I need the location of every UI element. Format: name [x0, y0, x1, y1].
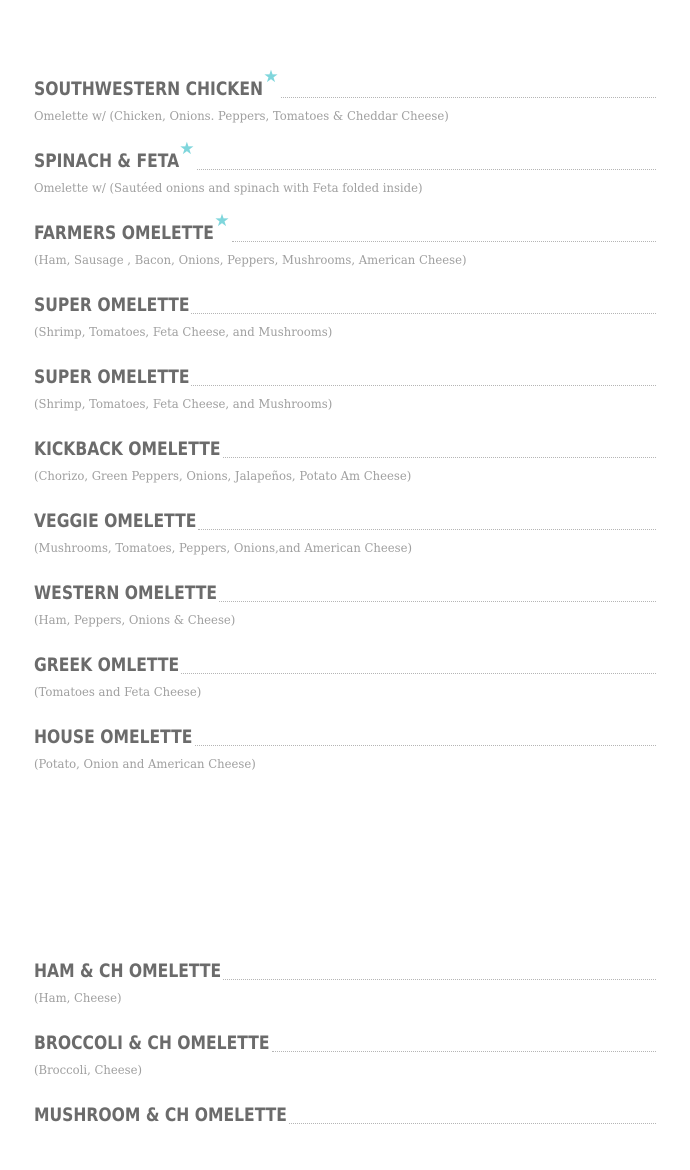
menu-item-name: HAM & CH OMELETTE: [34, 960, 222, 982]
menu-item-row: [34, 720, 656, 748]
menu-item: [34, 139, 656, 216]
dotted-leader: [289, 1123, 656, 1124]
menu-item-row: [34, 67, 656, 100]
menu-item-name: GREEK OMLETTE: [34, 654, 180, 676]
menu-item: [34, 360, 656, 432]
menu-item-row: [34, 432, 656, 460]
dotted-leader: [181, 673, 656, 674]
menu-item-name: VEGGIE OMELETTE: [34, 510, 197, 532]
menu-item: [34, 288, 656, 360]
menu-item-row: [34, 648, 656, 676]
menu-item-row: [34, 504, 656, 532]
menu-item-name-wrap: [34, 139, 195, 172]
menu-item-name: FARMERS OMELETTE: [34, 222, 214, 244]
menu-item-row: [34, 360, 656, 388]
menu-item-description: (Shrimp, Tomatoes, Feta Cheese, and Mushrooms): [34, 396, 333, 411]
menu-item-name-wrap: [34, 582, 217, 604]
star-icon: ★: [263, 67, 279, 87]
menu-item-description: (Mushrooms, Tomatoes, Peppers, Onions,and American Cheese): [34, 540, 413, 555]
menu-item-name: SOUTHWESTERN CHICKEN: [34, 78, 264, 100]
menu-item-name-wrap: [34, 510, 196, 532]
menu-item: [34, 1098, 656, 1170]
menu-item-row: [34, 954, 656, 982]
menu-item-name-wrap: [34, 654, 179, 676]
menu-item-name: SUPER OMELETTE: [34, 294, 190, 316]
menu-item-description: (Chorizo, Green Peppers, Onions, Jalapeños, Potato Am Cheese): [34, 468, 412, 483]
menu-item: [34, 432, 656, 504]
menu-item-name: WESTERN OMELETTE: [34, 582, 218, 604]
menu-item-name-wrap: [34, 960, 221, 982]
menu-item-name-wrap: [34, 67, 279, 100]
dotted-leader: [197, 169, 656, 170]
menu-item: [34, 67, 656, 144]
dotted-leader: [191, 313, 656, 314]
menu-item: [34, 576, 656, 648]
star-icon: ★: [214, 211, 230, 231]
menu-section-cheese-omelettes: [34, 954, 656, 1170]
dotted-leader: [272, 1051, 656, 1052]
menu-item-row: [34, 139, 656, 172]
dotted-leader: [223, 979, 656, 980]
menu-item-row: [34, 576, 656, 604]
menu-item-name-wrap: [34, 366, 189, 388]
menu-item: [34, 954, 656, 1026]
menu-item-description: (Ham, Peppers, Onions & Cheese): [34, 612, 236, 627]
menu-item-row: [34, 211, 656, 244]
menu-item-name: SPINACH & FETA: [34, 150, 180, 172]
menu-item-name: HOUSE OMELETTE: [34, 726, 193, 748]
menu-item-row: [34, 288, 656, 316]
menu-item-name-wrap: [34, 294, 189, 316]
menu-item-row: [34, 1026, 656, 1054]
menu-item: [34, 211, 656, 288]
star-icon: ★: [179, 139, 195, 159]
menu-item: [34, 720, 656, 792]
menu-section-omelettes: [34, 67, 656, 792]
menu-item-name-wrap: [34, 1032, 270, 1054]
menu-item: [34, 648, 656, 720]
dotted-leader: [198, 529, 656, 530]
menu-item-description: (Ham, Cheese): [34, 990, 122, 1005]
dotted-leader: [223, 457, 656, 458]
menu-item-name: KICKBACK OMELETTE: [34, 438, 221, 460]
menu-item-description: (Shrimp, Tomatoes, Feta Cheese, and Mushrooms): [34, 324, 333, 339]
menu-item-name-wrap: [34, 438, 221, 460]
menu-item-name: BROCCOLI & CH OMELETTE: [34, 1032, 270, 1054]
dotted-leader: [219, 601, 656, 602]
menu-item-name: SUPER OMELETTE: [34, 366, 190, 388]
menu-item-description: (Potato, Onion and American Cheese): [34, 756, 256, 771]
menu-item-description: (Ham, Sausage , Bacon, Onions, Peppers, Mushrooms, American Cheese): [34, 252, 467, 267]
menu-item-name-wrap: [34, 726, 193, 748]
dotted-leader: [281, 97, 656, 98]
menu-item-row: [34, 1098, 656, 1126]
dotted-leader: [191, 385, 656, 386]
menu-item: [34, 504, 656, 576]
menu-item-description: Omelette w/ (Sautéed onions and spinach with Feta folded inside): [34, 180, 423, 195]
dotted-leader: [232, 241, 656, 242]
dotted-leader: [195, 745, 656, 746]
menu-item-name-wrap: [34, 211, 230, 244]
menu-item-name: MUSHROOM & CH OMELETTE: [34, 1104, 287, 1126]
menu-item-description: Omelette w/ (Chicken, Onions. Peppers, Tomatoes & Cheddar Cheese): [34, 108, 449, 123]
menu-item: [34, 1026, 656, 1098]
menu-item-description: (Tomatoes and Feta Cheese): [34, 684, 202, 699]
menu-item-description: (Broccoli, Cheese): [34, 1062, 143, 1077]
menu-item-name-wrap: [34, 1104, 287, 1126]
